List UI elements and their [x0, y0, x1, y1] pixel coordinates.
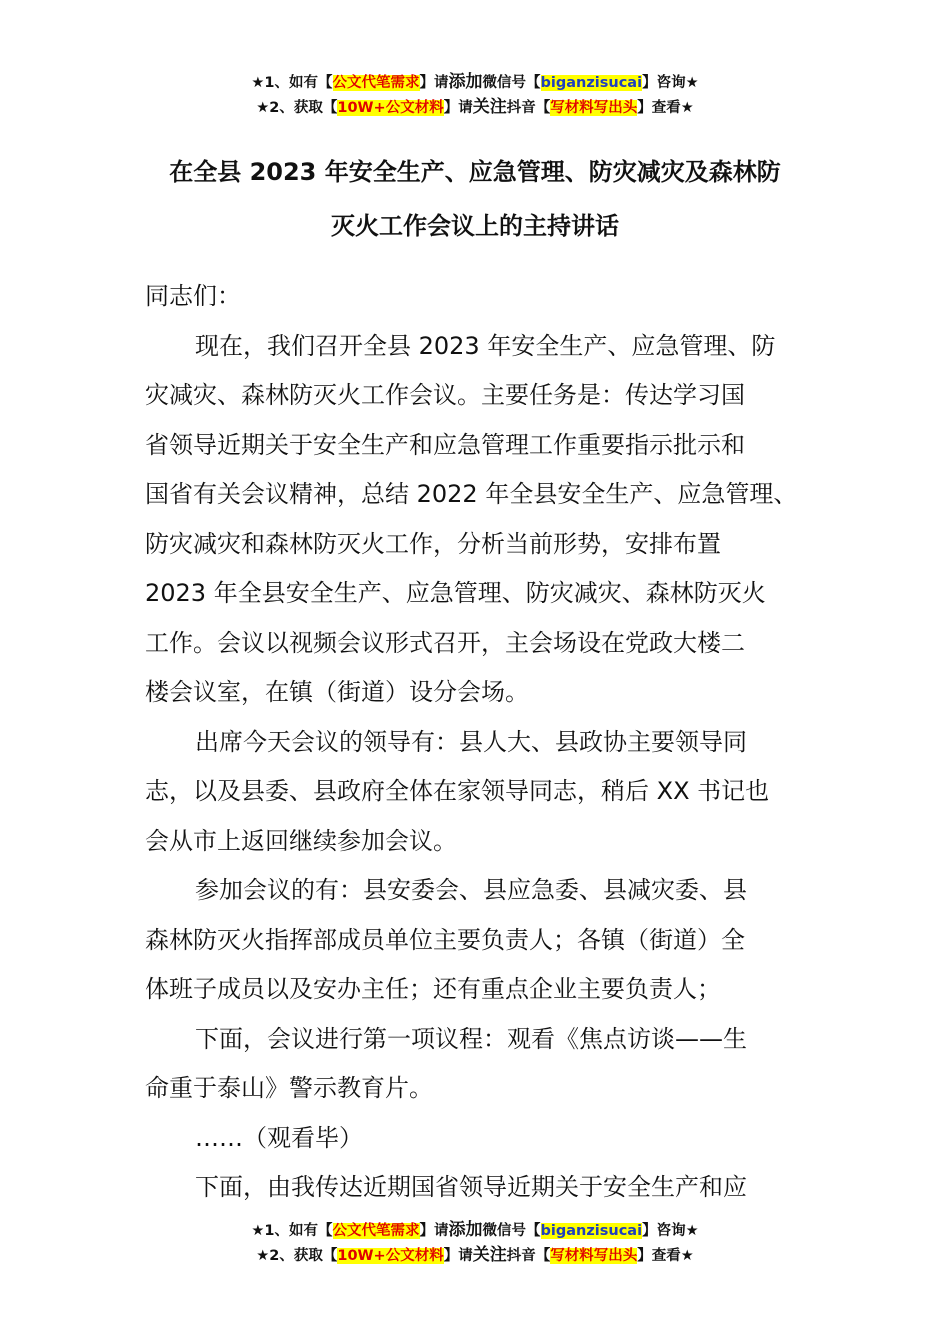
banner-emphasis: 关注 — [472, 1245, 507, 1265]
banner-emphasis: 添加 — [448, 72, 483, 92]
banner-text: 】查看★ — [637, 100, 694, 116]
body-line: 参加会议的有：县安委会、县应急委、县减灾委、县 — [195, 876, 747, 904]
banner-emphasis: 添加 — [448, 1220, 483, 1240]
header-banner — [0, 70, 950, 120]
banner-text: ★1、如有【 — [251, 75, 333, 91]
body-line: 会从市上返回继续参加会议。 — [145, 826, 457, 855]
body-line: 灾减灾、森林防灭火工作会议。主要任务是：传达学习国 — [145, 381, 745, 409]
banner-text: 】请 — [443, 1248, 473, 1264]
body-line: ……（观看毕） — [195, 1123, 363, 1152]
body-line: 下面，会议进行第一项议程：观看《焦点访谈——生 — [195, 1024, 747, 1053]
document-title — [130, 145, 820, 253]
body-line: 志，以及县委、县政府全体在家领导同志，稍后 XX 书记也 — [145, 777, 770, 805]
banner-line-1 — [0, 1218, 950, 1243]
banner-line-2 — [0, 1243, 950, 1268]
banner-highlight-service: 公文代笔需求 — [332, 1223, 420, 1239]
banner-text: 】请 — [443, 100, 473, 116]
body-line: 出席今天会议的领导有：县人大、县政协主要领导同 — [195, 727, 747, 756]
banner-emphasis: 关注 — [472, 97, 507, 117]
banner-text: 微信号【 — [482, 75, 541, 91]
banner-text: ★2、获取【 — [256, 1248, 338, 1264]
banner-highlight-wechat: biganzisucai — [540, 1223, 643, 1239]
body-line: 体班子成员以及安办主任；还有重点企业主要负责人； — [145, 975, 721, 1003]
banner-line-2 — [0, 95, 950, 120]
banner-text: ★1、如有【 — [251, 1223, 333, 1239]
body-line: 工作。会议以视频会议形式召开，主会场设在党政大楼二 — [145, 628, 745, 657]
banner-highlight-materials: 10W+公文材料 — [337, 100, 444, 116]
salutation: 同志们： — [145, 282, 241, 310]
body-line: 防灾减灾和森林防灭火工作，分析当前形势，安排布置 — [145, 529, 721, 558]
banner-text: 】咨询★ — [642, 75, 699, 91]
banner-line-1 — [0, 70, 950, 95]
banner-text: 抖音【 — [506, 1248, 551, 1264]
body-line: 森林防灭火指挥部成员单位主要负责人；各镇（街道）全 — [145, 925, 745, 954]
body-line: 现在，我们召开全县 2023 年安全生产、应急管理、防 — [195, 331, 776, 360]
body-line: 楼会议室，在镇（街道）设分会场。 — [145, 678, 529, 706]
body-line: 国省有关会议精神，总结 2022 年全县安全生产、应急管理、 — [145, 480, 798, 508]
title-line: 在全县 2023 年安全生产、应急管理、防灾减灾及森林防 — [169, 158, 781, 186]
footer-banner — [0, 1218, 950, 1268]
banner-highlight-materials: 10W+公文材料 — [337, 1248, 444, 1264]
banner-text: 】咨询★ — [642, 1223, 699, 1239]
body-line: 2023 年全县安全生产、应急管理、防灾减灾、森林防灭火 — [145, 579, 766, 607]
banner-text: 】查看★ — [637, 1248, 694, 1264]
banner-highlight-douyin: 写材料写出头 — [550, 1248, 638, 1264]
banner-text: 微信号【 — [482, 1223, 541, 1239]
banner-text: 】请 — [419, 1223, 449, 1239]
banner-highlight-wechat: biganzisucai — [540, 75, 643, 91]
banner-highlight-service: 公文代笔需求 — [332, 75, 420, 91]
banner-text: 】请 — [419, 75, 449, 91]
body-line: 省领导近期关于安全生产和应急管理工作重要指示批示和 — [145, 430, 745, 459]
body-line: 下面，由我传达近期国省领导近期关于安全生产和应 — [195, 1173, 747, 1201]
banner-text: 抖音【 — [506, 100, 551, 116]
body-line: 命重于泰山》警示教育片。 — [145, 1074, 433, 1102]
banner-text: ★2、获取【 — [256, 100, 338, 116]
banner-highlight-douyin: 写材料写出头 — [550, 100, 638, 116]
title-line: 灭火工作会议上的主持讲话 — [331, 212, 619, 240]
document-body — [145, 272, 810, 1213]
